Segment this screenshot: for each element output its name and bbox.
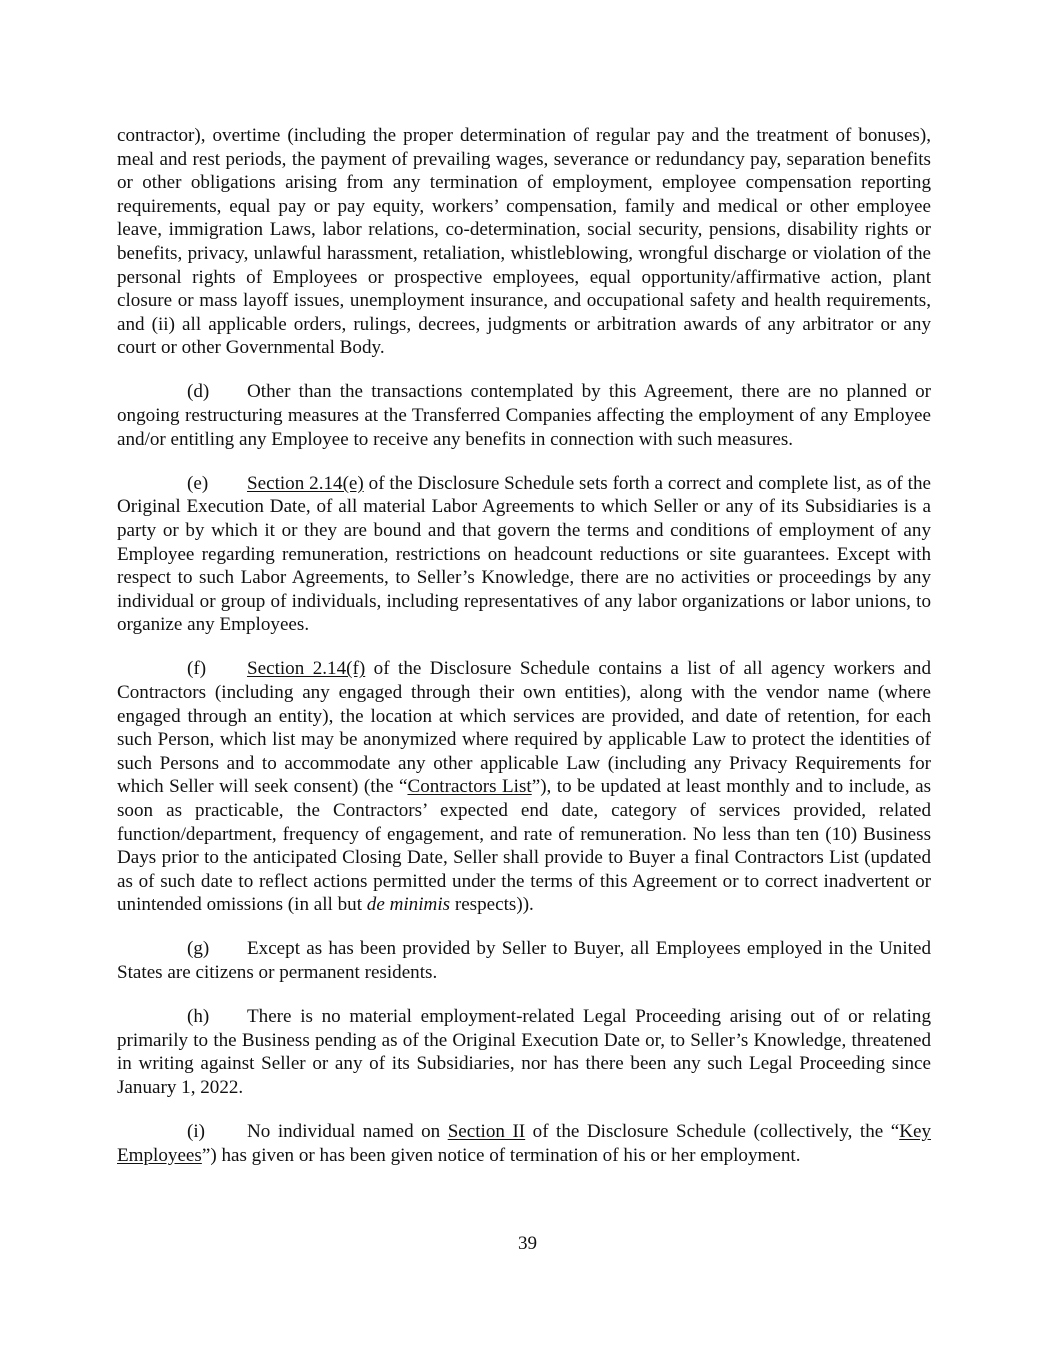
page-number: 39 [517,1233,538,1254]
defined-term: Contractors List [407,776,532,798]
paragraph-f [117,657,931,917]
paragraph-d [117,380,931,451]
italic-term: de minimis [366,894,451,916]
paragraph-text: contractor), overtime (including the proper determination of regular pay and the treatment of bonuses), meal and rest periods, the payment of prevailing wages, severance or redundancy pay, separation benefits or other obligations arising from any termination of employment, employee compensation reporting requirements, equal pay or pay equity, workers’ compensation, family and medical or other employee leave, immigration Laws, labor relations, co-determination, social security, pensions, disability rights or benefits, privacy, unlawful harassment, retaliation, whistleblowing, wrongful discharge or violation of the personal rights of Employees or prospective employees, equal opportunity/affirmative action, plant closure or mass layoff issues, unemployment insurance, and occupational safety and health requirements, and (ii) all applicable orders, rulings, decrees, judgments or arbitration awards of any arbitrator or any court or other Governmental Body. [117,125,931,359]
paragraph-g [117,937,931,984]
paragraph-c-continuation [117,124,931,360]
paragraph-label: (g) [187,938,210,960]
paragraph-text: of the Disclosure Schedule (collectively, the “ [525,1120,900,1142]
section-reference: Section II [447,1120,526,1142]
paragraph-text: respects)). [450,894,534,916]
document-page [117,124,931,1188]
paragraph-label: (i) [187,1120,206,1142]
paragraph-text: Except as has been provided by Seller to Buyer, all Employees employed in the United States are citizens or permanent residents. [117,938,931,983]
paragraph-text: No individual named on [247,1120,448,1142]
paragraph-text: Other than the transactions contemplated by this Agreement, there are no planned or ongoing restructuring measures at the Transferred Companies affecting the employment of any Employee and/or entitling any Employee to receive any benefits in connection with such measures. [117,381,931,450]
paragraph-text: ”) has given or has been given notice of termination of his or her employment. [201,1144,801,1166]
paragraph-text: ”), to be updated at least monthly and to include, as soon as practicable, the Contractors’ expected end date, category of services provided, related function/department, frequency of engagement, and rate of remuneration. No less than ten (10) Business Days prior to the anticipated Closing Date, Seller shall provide to Buyer a final Contractors List (updated as of such date to reflect actions permitted under the terms of this Agreement or to correct inadvertent or unintended omissions (in all but [117,776,931,916]
section-reference: Section 2.14(e) [247,472,364,494]
paragraph-h [117,1005,931,1099]
paragraph-text: There is no material employment-related Legal Proceeding arising out of or relating primarily to the Business pending as of the Original Execution Date or, to Seller’s Knowledge, threatened in writing against Seller or any of its Subsidiaries, nor has there been any such Legal Proceeding since January 1, 2022. [117,1006,931,1098]
paragraph-label: (h) [187,1006,210,1028]
paragraph-e [117,472,931,637]
paragraph-i [117,1120,931,1167]
paragraph-label: (d) [187,381,210,403]
section-reference: Section 2.14(f) [247,658,366,680]
paragraph-text: of the Disclosure Schedule sets forth a correct and complete list, as of the Original Execution Date, of all material Labor Agreements to which Seller or any of its Subsidiaries is a party or by which it or they are bound and that govern the terms and conditions of employment of any Employee regarding remuneration, restrictions on headcount reductions or site guarantees. Except with respect to such Labor Agreements, to Seller’s Knowledge, there are no activities or proceedings by any individual or group of individuals, including representatives of any labor organizations or labor unions, to organize any Employees. [117,472,931,636]
paragraph-label: (e) [187,472,209,494]
paragraph-label: (f) [187,658,207,680]
paragraph-text: of the Disclosure Schedule contains a list of all agency workers and Contractors (including any engaged through their own entities), along with the vendor name (where engaged through an entity), the location at which services are provided, and date of retention, for each such Person, which list may be anonymized where required by applicable Law to protect the identities of such Persons and to accommodate any other applicable Law (including any Privacy Requirements for which Seller will seek consent) (the “ [117,658,931,798]
defined-term: Key Employees [117,1120,931,1166]
